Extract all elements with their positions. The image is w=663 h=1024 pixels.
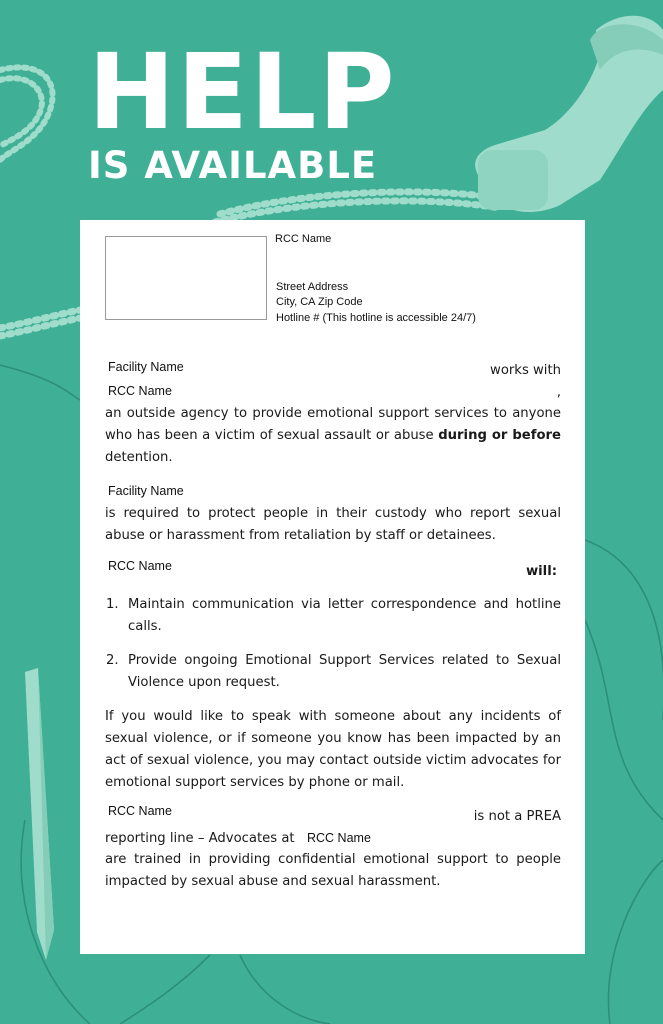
facility-name-field-1[interactable]: Facility Name — [108, 360, 184, 374]
logo-placeholder[interactable] — [105, 236, 267, 320]
hotline-field[interactable]: Hotline # (This hotline is accessible 24/7) — [276, 312, 476, 324]
paragraph-1-end: detention. — [105, 450, 173, 465]
list-item-number: 1. — [106, 597, 119, 612]
list-item-text: Provide ongoing Emotional Support Services related to Sexual Violence upon request. — [128, 653, 561, 690]
rcc-name-field-2[interactable]: RCC Name — [108, 559, 172, 573]
reporting-line-text: reporting line – Advocates at — [105, 831, 295, 846]
city-zip-field[interactable]: City, CA Zip Code — [276, 296, 363, 308]
paragraph-5: are trained in providing confidential emotional support to people impacted by sexual abuse and sexual harassment. — [105, 852, 561, 889]
cord-coil-mid — [0, 310, 80, 336]
paragraph-4: If you would like to speak with someone about any incidents of sexual violence, or if someone you know has been impacted by an act of sexual violence, you may contact outside victim advocates for emotional support services by phone or mail. — [105, 709, 561, 790]
phone-handset — [475, 16, 663, 212]
rcc-name-field-4[interactable]: RCC Name — [307, 831, 371, 845]
street-address-field[interactable]: Street Address — [276, 281, 349, 293]
paragraph-1-text: an outside agency to provide emotional support services to anyone who has been a victim of sexual assault or abuse — [105, 406, 561, 443]
info-card — [80, 220, 585, 954]
not-prea-text: is not a PREA — [473, 809, 561, 824]
rcc-name-field-3[interactable]: RCC Name — [108, 804, 172, 818]
list-item-number: 2. — [106, 653, 119, 668]
pen — [25, 668, 54, 960]
facility-name-field-2[interactable]: Facility Name — [108, 484, 184, 498]
cord-coil-left — [0, 67, 53, 160]
paragraph-2: is required to protect people in their custody who report sexual abuse or harassment from retaliation by staff or detainees. — [105, 506, 561, 543]
list-item — [106, 594, 561, 638]
will-text: will: — [525, 564, 557, 579]
paragraph-1 — [105, 403, 561, 469]
headline-help: HELP — [88, 31, 397, 153]
list-item-text: Maintain communication via letter correspondence and hotline calls. — [128, 597, 561, 634]
headline-block — [88, 31, 397, 187]
rcc-name-field-1[interactable]: RCC Name — [108, 384, 172, 398]
comma-text: , — [556, 385, 561, 400]
cord-coil-top — [215, 192, 500, 222]
headline-available: IS AVAILABLE — [88, 144, 378, 187]
list-item — [106, 650, 561, 694]
rcc-name-field[interactable]: RCC Name — [275, 233, 332, 245]
paragraph-1-bold: during or before — [438, 428, 561, 443]
works-with-text: works with — [490, 363, 561, 378]
